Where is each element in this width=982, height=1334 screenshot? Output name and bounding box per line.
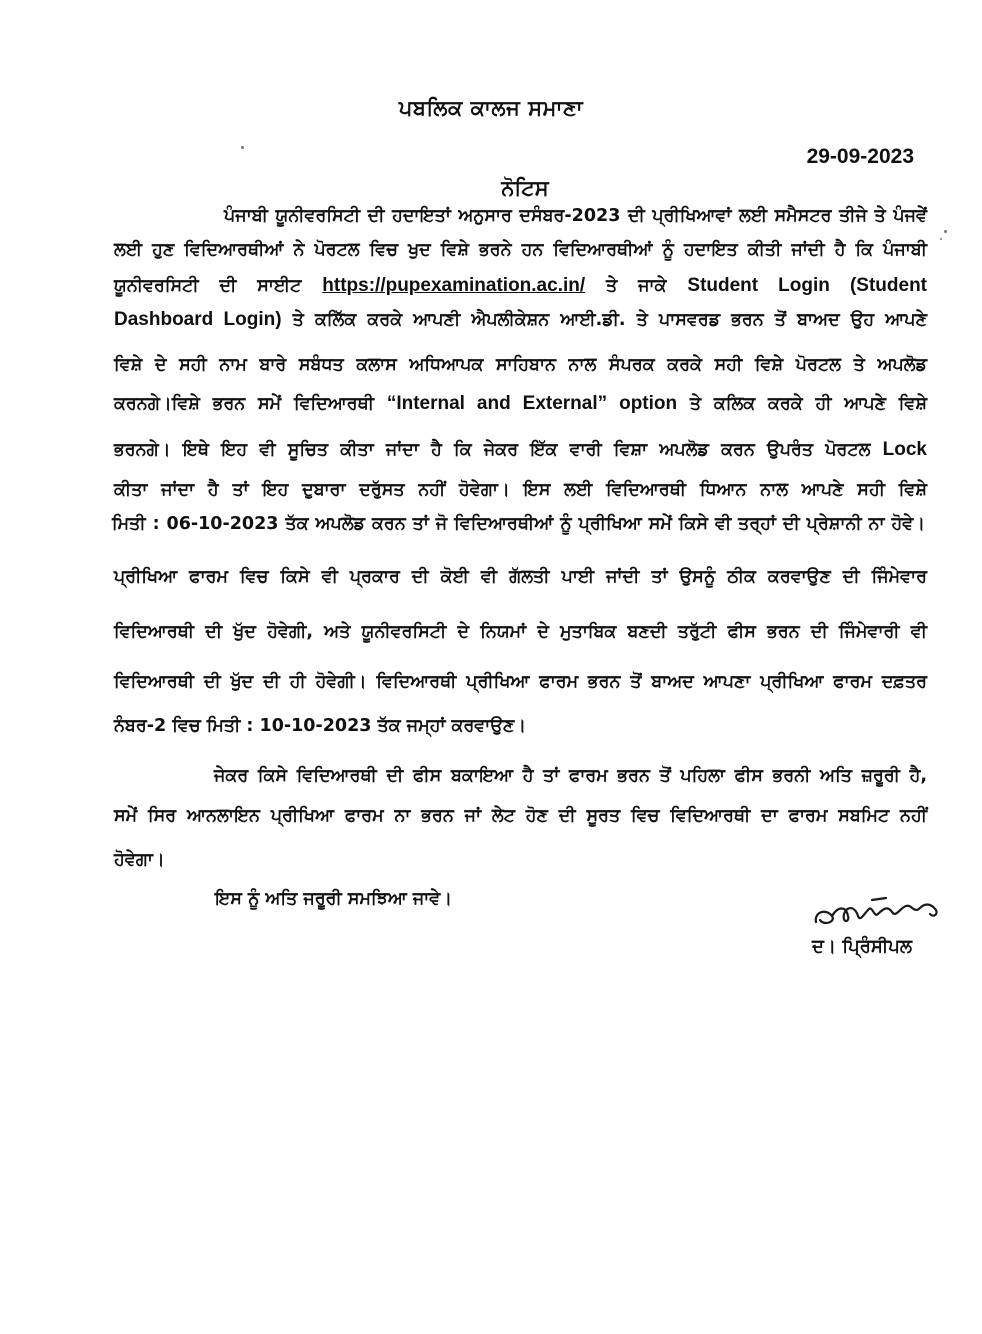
notice-title: ਨੋਟਿਸ	[501, 176, 549, 200]
body-line: ਜੇਕਰ ਕਿਸੇ ਵਿਦਿਆਰਥੀ ਦੀ ਫੀਸ ਬਕਾਇਆ ਹੈ ਤਾਂ ਫਾਰਮ ਭਰਨ ਤੋਂ ਪਹਿਲਾ ਫੀਸ ਭਰਨੀ ਅਤਿ ਜ਼ਰੂਰੀ ਹੈ,	[214, 766, 927, 786]
notice-date: 29-09-2023	[806, 145, 914, 168]
body-text: ਭਰਨਗੇ। ਇਥੇ ਇਹ ਵੀ ਸੂਚਿਤ ਕੀਤਾ ਜਾਂਦਾ ਹੈ ਕਿ ਜੇਕਰ ਇੱਕ ਵਾਰੀ ਵਿਸ਼ਾ ਅਪਲੋਡ ਕਰਨ ਉਪਰੰਤ ਪੋਰਟਲ	[114, 440, 871, 460]
body-text: ਤੇ ਜਾਕੇ	[606, 276, 667, 296]
body-line: ਪੰਜਾਬੀ ਯੂਨੀਵਰਸਿਟੀ ਦੀ ਹਦਾਇਤਾਂ ਅਨੁਸਾਰ ਦਸੰਬਰ-2023 ਦੀ ਪ੍ਰੀਖਿਆਵਾਂ ਲਈ ਸਮੈਸਟਰ ਤੀਜੇ ਤੇ ਪੰਜਵੇਂ	[224, 206, 927, 226]
principal-signature	[812, 892, 946, 932]
body-text: ਕਰਨਗੇ।ਵਿਸ਼ੇ ਭਰਨ ਸਮੇਂ ਵਿਦਿਆਰਥੀ	[114, 394, 375, 414]
body-text: “Internal and External” option	[386, 393, 678, 414]
body-line: ਇਸ ਨੂੰ ਅਤਿ ਜਰੂਰੀ ਸਮਝਿਆ ਜਾਵੇ।	[215, 889, 453, 909]
body-text: Lock	[882, 439, 928, 460]
body-line: ਲਈ ਹੁਣ ਵਿਦਿਆਰਥੀਆਂ ਨੇ ਪੋਰਟਲ ਵਿਚ ਖੁਦ ਵਿਸ਼ੇ ਭਰਨੇ ਹਨ ਵਿਦਿਆਰਥੀਆਂ ਨੂੰ ਹਦਾਇਤ ਕੀਤੀ ਜਾਂਦੀ ਹੈ ਕਿ ਪੰਜਾਬੀ	[114, 240, 927, 260]
body-line: ਵਿਸ਼ੇ ਦੇ ਸਹੀ ਨਾਮ ਬਾਰੇ ਸਬੰਧਤ ਕਲਾਸ ਅਧਿਆਪਕ ਸਾਹਿਬਾਨ ਨਾਲ ਸੰਪਰਕ ਕਰਕੇ ਸਹੀ ਵਿਸ਼ੇ ਪੋਰਟਲ ਤੇ ਅਪਲੋਡ	[114, 355, 927, 375]
body-line: ਵਿਦਿਆਰਥੀ ਦੀ ਖੁੱਦ ਦੀ ਹੀ ਹੋਵੇਗੀ। ਵਿਦਿਆਰਥੀ ਪ੍ਰੀਖਿਆ ਫਾਰਮ ਭਰਨ ਤੋਂ ਬਾਅਦ ਆਪਣਾ ਪ੍ਰੀਖਿਆ ਫਾਰਮ ਦਫ਼ਤਰ	[114, 672, 927, 692]
body-text: Dashboard Login)	[114, 309, 282, 330]
scan-speck	[241, 146, 244, 149]
body-line: ਨੰਬਰ-2 ਵਿਚ ਮਿਤੀ : 10-10-2023 ਤੱਕ ਜਮ੍ਹਾਂ ਕਰਵਾਉਣ।	[114, 716, 527, 736]
body-line	[114, 309, 927, 332]
body-line: ਹੋਵੇਗਾ।	[114, 850, 165, 870]
body-line: ਕੀਤਾ ਜਾਂਦਾ ਹੈ ਤਾਂ ਇਹ ਦੁਬਾਰਾ ਦਰੁੱਸਤ ਨਹੀਂ ਹੋਵੇਗਾ। ਇਸ ਲਈ ਵਿਦਿਆਰਥੀ ਧਿਆਨ ਨਾਲ ਆਪਣੇ ਸਹੀ ਵਿਸ਼ੇ	[114, 480, 927, 500]
body-line	[114, 393, 927, 416]
scan-speck	[944, 230, 947, 233]
body-text: Student Login (Student	[687, 275, 927, 296]
scan-speck	[940, 238, 942, 240]
body-line: ਵਿਦਿਆਰਥੀ ਦੀ ਖੁੱਦ ਹੋਵੇਗੀ, ਅਤੇ ਯੂਨੀਵਰਸਿਟੀ ਦੇ ਨਿਯਮਾਂ ਦੇ ਮੁਤਾਬਿਕ ਬਣਦੀ ਤਰੁੱਟੀ ਫੀਸ ਭਰਨ ਦੀ ਜਿੰਮੇਵਾਰੀ ਵੀ	[114, 622, 927, 642]
body-text: ਤੇ ਕਲਿੱਕ ਕਰਕੇ ਆਪਣੀ ਐਪਲੀਕੇਸ਼ਨ ਆਈ.ਡੀ. ਤੇ ਪਾਸਵਰਡ ਭਰਨ ਤੋਂ ਬਾਅਦ ਉਹ ਆਪਣੇ	[292, 310, 927, 330]
body-text: ਤੇ ਕਲਿਕ ਕਰਕੇ ਹੀ ਆਪਣੇ ਵਿਸ਼ੇ	[689, 394, 928, 414]
principal-label: ਦ। ਪ੍ਰਿੰਸੀਪਲ	[812, 936, 913, 957]
body-line	[114, 275, 927, 298]
body-line: ਮਿਤੀ : 06-10-2023 ਤੱਕ ਅਪਲੋਡ ਕਰਨ ਤਾਂ ਜੋ ਵਿਦਿਆਰਥੀਆਂ ਨੂੰ ਪ੍ਰੀਖਿਆ ਸਮੇਂ ਕਿਸੇ ਵੀ ਤਰ੍ਹਾਂ ਦੀ ਪ੍ਰੇਸ਼ਾਨੀ ਨਾ ਹੋਵੇ।	[112, 514, 925, 534]
pup-exam-link[interactable]: https://pupexamination.ac.in/	[322, 275, 586, 296]
college-name: ਪਬਲਿਕ ਕਾਲਜ ਸਮਾਣਾ	[398, 96, 584, 120]
body-line: ਪ੍ਰੀਖਿਆ ਫਾਰਮ ਵਿਚ ਕਿਸੇ ਵੀ ਪ੍ਰਕਾਰ ਦੀ ਕੋਈ ਵੀ ਗੱਲਤੀ ਪਾਈ ਜਾਂਦੀ ਤਾਂ ਉਸਨੂੰ ਠੀਕ ਕਰਵਾਉਣ ਦੀ ਜਿੰਮੇਵਾਰ	[114, 567, 927, 587]
body-line: ਸਮੇਂ ਸਿਰ ਆਨਲਾਇਨ ਪ੍ਰੀਖਿਆ ਫਾਰਮ ਨਾ ਭਰਨ ਜਾਂ ਲੇਟ ਹੋਣ ਦੀ ਸੂਰਤ ਵਿਚ ਵਿਦਿਆਰਥੀ ਦਾ ਫਾਰਮ ਸਬਮਿਟ ਨਹੀਂ	[114, 806, 927, 826]
body-line	[114, 439, 927, 462]
body-text: ਯੂਨੀਵਰਸਿਟੀ ਦੀ ਸਾਈਟ	[114, 276, 302, 296]
